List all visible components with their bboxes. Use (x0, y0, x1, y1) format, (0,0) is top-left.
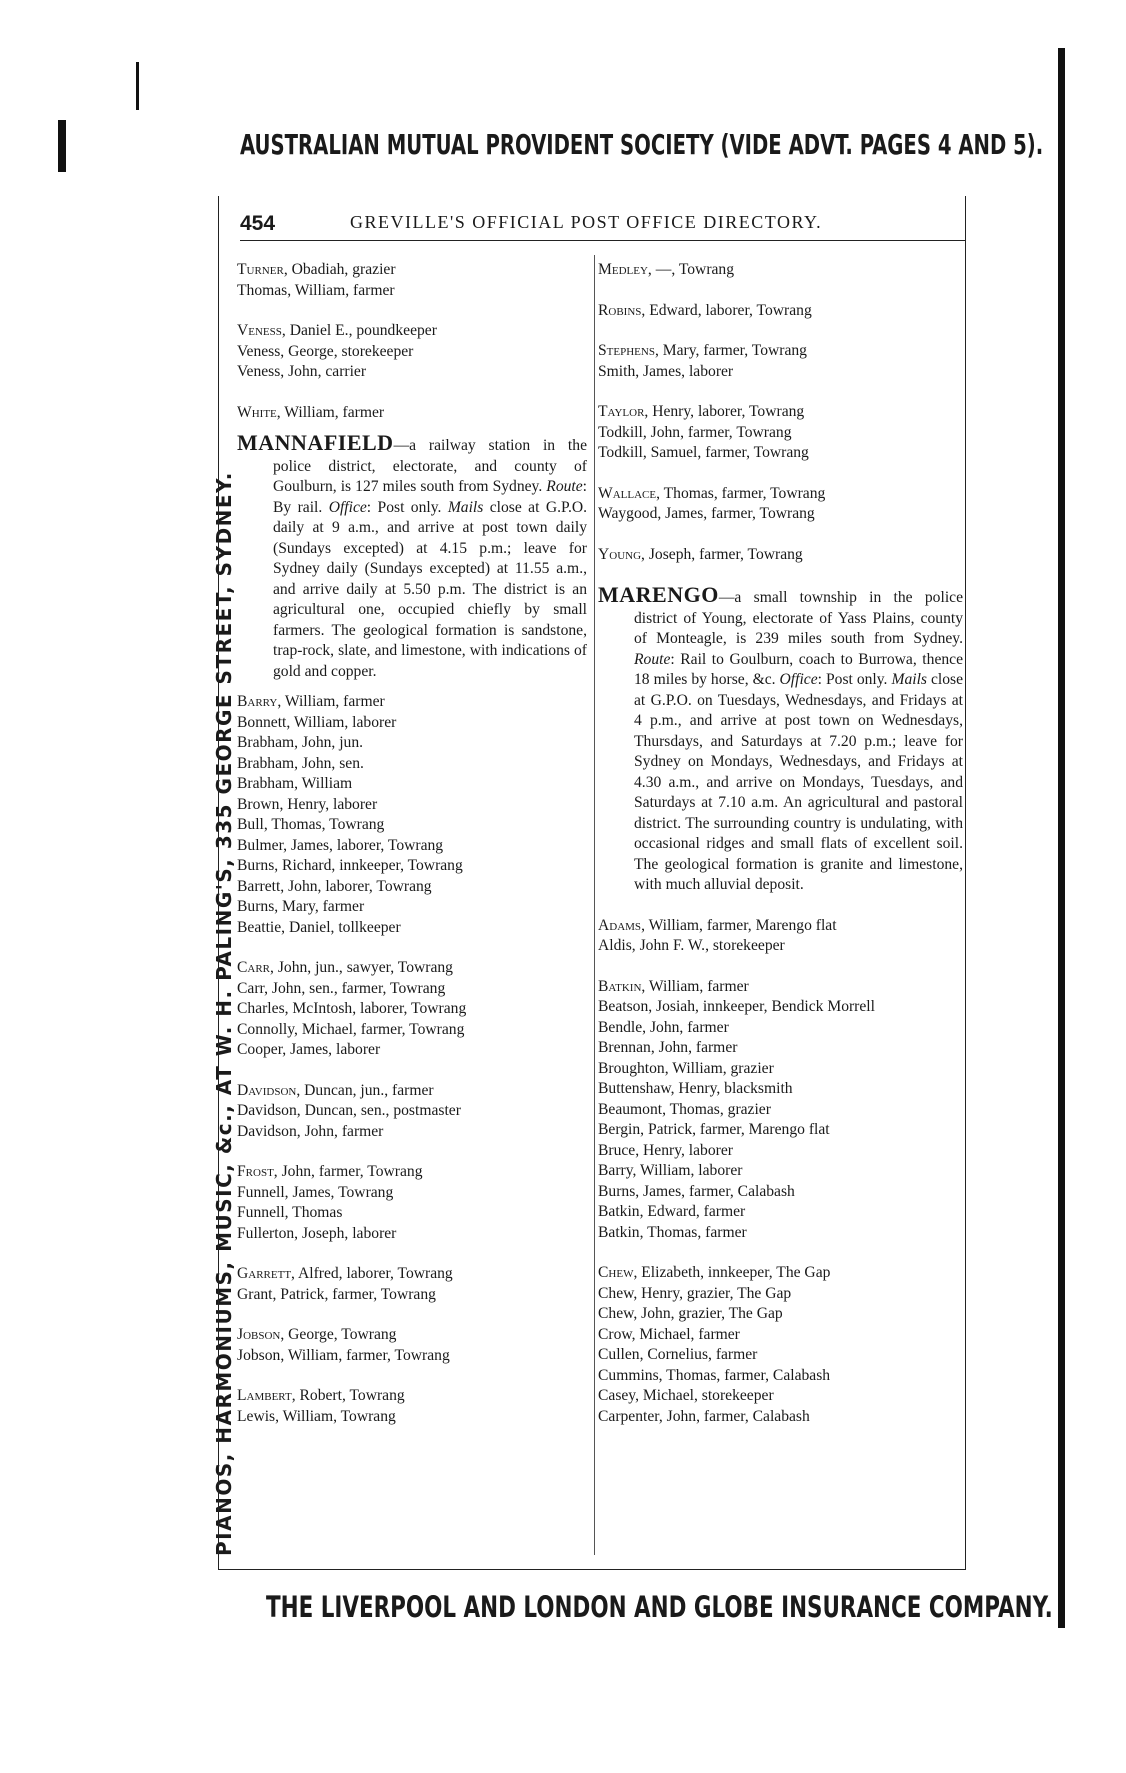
entry-text: , Joseph, farmer, Towrang (641, 545, 803, 563)
directory-entry (237, 1407, 587, 1428)
entry-group-b (598, 977, 963, 1244)
entry-text: , William, farmer, Marengo flat (641, 916, 837, 934)
left-column (237, 260, 587, 1427)
directory-entry (598, 1059, 963, 1080)
entry-group-medley (598, 260, 963, 281)
entry-text: Bruce, Henry, laborer (598, 1141, 733, 1159)
entry-text: Chew, Henry, grazier, The Gap (598, 1284, 792, 1302)
directory-entry (237, 897, 587, 918)
route-label: Route (546, 478, 583, 495)
bottom-advert-banner: THE LIVERPOOL AND LONDON AND GLOBE INSURANCE COMPANY. (266, 1590, 1053, 1624)
entry-text: Bull, Thomas, Towrang (237, 816, 385, 833)
entry-text: Cullen, Cornelius, farmer (598, 1346, 758, 1363)
office-label: Office (328, 498, 367, 516)
directory-entry (598, 423, 963, 444)
directory-entry (598, 260, 963, 281)
entry-text: Davidson, Duncan, sen., postmaster (237, 1102, 461, 1119)
entry-text: Casey, Michael, storekeeper (598, 1387, 774, 1404)
entry-text: Burns, James, farmer, Calabash (598, 1182, 795, 1200)
entry-text: , Elizabeth, innkeeper, The Gap (633, 1264, 831, 1281)
place-name: MANNAFIELD (237, 430, 394, 455)
office-text: : Post only. (366, 498, 442, 516)
directory-entry (237, 1285, 587, 1306)
route-label: Route (634, 650, 671, 668)
directory-entry (237, 281, 587, 302)
entry-surname: Robins (598, 301, 642, 319)
route-text: : By rail. (273, 478, 588, 516)
directory-entry (237, 1040, 587, 1061)
entry-surname: Taylor (598, 403, 645, 420)
directory-entry (598, 1304, 963, 1325)
directory-entry (237, 754, 587, 775)
place-description-marengo (598, 582, 964, 896)
directory-entry (237, 1122, 587, 1143)
directory-entry (598, 1366, 963, 1387)
entry-text: , William, farmer (641, 977, 749, 995)
entry-text: , John, jun., sawyer, Towrang (270, 959, 453, 976)
top-advert-banner: AUSTRALIAN MUTUAL PROVIDENT SOCIETY (VIDE ADVT. PAGES 4 AND 5). (240, 128, 1044, 161)
entry-surname: Barry (237, 693, 278, 710)
entry-group-turner (237, 260, 587, 301)
entry-text: Beattie, Daniel, tollkeeper (237, 918, 401, 936)
directory-entry (598, 301, 963, 322)
page-frame-right (965, 196, 966, 1569)
entry-text: Bulmer, James, laborer, Towrang (237, 836, 444, 854)
entry-text: , Mary, farmer, Towrang (654, 342, 807, 359)
directory-entry (237, 815, 587, 836)
entry-text: Brennan, John, farmer (598, 1039, 738, 1056)
entry-text: Connolly, Michael, farmer, Towrang (237, 1020, 465, 1038)
entry-text: , George, Towrang (280, 1326, 397, 1343)
entry-text: , Obadiah, grazier (283, 261, 396, 278)
entry-text: Buttenshaw, Henry, blacksmith (598, 1080, 793, 1097)
entry-text: Charles, McIntosh, laborer, Towrang (237, 1000, 467, 1017)
entry-text: Funnell, Thomas (237, 1204, 343, 1221)
entry-text: Brabham, John, jun. (237, 734, 364, 751)
directory-entry (598, 402, 963, 423)
place-name: MARENGO (598, 582, 719, 607)
directory-entry (237, 795, 587, 816)
entry-text: Todkill, Samuel, farmer, Towrang (598, 444, 809, 461)
directory-entry (237, 979, 587, 1000)
directory-entry (237, 260, 587, 281)
entry-text: Veness, George, storekeeper (237, 342, 414, 360)
entry-text: Brabham, William (237, 775, 353, 792)
office-label: Office (779, 671, 818, 688)
directory-entry (237, 999, 587, 1020)
entry-text: , Henry, laborer, Towrang (644, 403, 805, 420)
entry-text: Carpenter, John, farmer, Calabash (598, 1407, 810, 1425)
directory-entry (598, 1141, 963, 1162)
directory-entry (237, 321, 587, 342)
entry-surname: Carr (237, 959, 271, 976)
entry-text: Brown, Henry, laborer (237, 795, 378, 813)
directory-entry (598, 1079, 963, 1100)
entry-surname: Jobson (237, 1326, 281, 1343)
entry-group-c (598, 1263, 963, 1427)
entry-surname: Adams (598, 916, 642, 934)
entry-text: Burns, Mary, farmer (237, 898, 365, 915)
entry-text: Waygood, James, farmer, Towrang (598, 505, 815, 522)
entry-text: Batkin, Thomas, farmer (598, 1223, 747, 1241)
entry-text: Barry, William, laborer (598, 1162, 743, 1179)
directory-entry (598, 1284, 963, 1305)
directory-entry (237, 1020, 587, 1041)
entry-text: Beatson, Josiah, innkeeper, Bendick Morrell (598, 998, 875, 1015)
entry-text: , John, farmer, Towrang (273, 1163, 423, 1180)
entry-surname: Chew (598, 1264, 634, 1281)
directory-entry (237, 918, 587, 939)
entry-group-t (598, 402, 963, 464)
mails-label: Mails (447, 498, 484, 516)
directory-entry (598, 341, 963, 362)
entry-group-d (237, 1081, 587, 1143)
directory-entry (598, 997, 963, 1018)
entry-text: Crow, Michael, farmer (598, 1325, 740, 1343)
entry-group-veness (237, 321, 587, 383)
entry-text: Cummins, Thomas, farmer, Calabash (598, 1366, 831, 1384)
directory-entry (598, 1120, 963, 1141)
entry-text: Fullerton, Joseph, laborer (237, 1224, 397, 1242)
scan-edge-mark-top (136, 62, 139, 110)
entry-group-white (237, 403, 587, 424)
scan-edge-mark-right (1058, 48, 1065, 1628)
directory-entry (598, 1182, 963, 1203)
directory-entry (237, 342, 587, 363)
entry-surname: White (237, 403, 277, 421)
entry-group-f (237, 1162, 587, 1244)
entry-text: , Daniel E., poundkeeper (281, 322, 437, 339)
directory-entry (237, 1101, 587, 1122)
directory-entry (598, 1386, 963, 1407)
entry-group-s (598, 341, 963, 382)
office-text: : Post only. (817, 671, 888, 688)
entry-group-l (237, 1386, 587, 1427)
entry-text: Barrett, John, laborer, Towrang (237, 877, 432, 895)
entry-surname: Turner (237, 261, 284, 278)
description-text: close at G.P.O. daily at 9 a.m., and arrive at post town daily (Sundays excepted) at 4.15 p.m.; leave for Sydney daily (Sundays excepted) at 11.55 a.m., and arrive daily at 5.50 p.m. The district is an agricultural one, occupied chiefly by small farmers. The geological formation is sandstone, trap-rock, slate, and limestone, with indications of gold and copper. (273, 498, 587, 680)
entry-text: Thomas, William, farmer (237, 281, 395, 299)
entry-group-a (598, 916, 963, 957)
directory-entry (598, 1100, 963, 1121)
directory-entry (598, 484, 963, 505)
directory-entry (237, 713, 587, 734)
side-advert-banner: PIANOS, HARMONIUMS, MUSIC, &c., AT W. H. PALING'S, 335 GEORGE STREET, SYDNEY. (212, 471, 236, 1556)
page-header (240, 208, 965, 241)
entry-text: , Alfred, laborer, Towrang (291, 1265, 453, 1282)
directory-entry (598, 1223, 963, 1244)
directory-entry (237, 958, 587, 979)
entry-text: Beaumont, Thomas, grazier (598, 1100, 771, 1118)
entry-text: Funnell, James, Towrang (237, 1183, 394, 1201)
entry-text: , —, Towrang (647, 261, 735, 278)
scan-edge-mark-left (58, 120, 66, 172)
entry-group-robins (598, 301, 963, 322)
entry-text: Chew, John, grazier, The Gap (598, 1305, 783, 1322)
directory-entry (598, 977, 963, 998)
right-column (598, 260, 963, 1427)
directory-entry (237, 774, 587, 795)
directory-entry (598, 545, 963, 566)
directory-entry (237, 856, 587, 877)
directory-entry (237, 836, 587, 857)
entry-text: , William, farmer (276, 403, 385, 421)
entry-text: Bergin, Patrick, farmer, Marengo flat (598, 1121, 830, 1138)
directory-entry (237, 362, 587, 383)
directory-entry (598, 1263, 963, 1284)
directory-entry (237, 1162, 587, 1183)
entry-surname: Young (598, 545, 642, 563)
entry-text: Smith, James, laborer (598, 362, 734, 380)
entry-group-g (237, 1264, 587, 1305)
entry-surname: Veness (237, 322, 282, 339)
place-description-mannafield (237, 430, 588, 682)
entry-surname: Stephens (598, 342, 655, 359)
entry-text: Bendle, John, farmer (598, 1018, 729, 1036)
directory-entry (598, 1407, 963, 1428)
entry-text: Grant, Patrick, farmer, Towrang (237, 1285, 436, 1303)
entry-text: , Thomas, farmer, Towrang (656, 484, 826, 502)
column-divider (594, 255, 595, 1555)
directory-entry (598, 443, 963, 464)
entry-group-w (598, 484, 963, 525)
entry-text: Batkin, Edward, farmer (598, 1203, 746, 1220)
description-text: —a small township in the police district of Young, electorate of Yass Plains, county of Monteagle, is 239 miles south from Sydney. (634, 589, 963, 647)
entry-text: Todkill, John, farmer, Towrang (598, 423, 792, 441)
route-text: : Rail to Goulburn, coach to Burrowa, thence 18 miles by horse, &c. (634, 650, 963, 688)
directory-entry (237, 1346, 587, 1367)
directory-entry (598, 936, 963, 957)
page-number: 454 (240, 212, 276, 235)
entry-text: Brabham, John, sen. (237, 754, 364, 772)
page-title: GREVILLE'S OFFICIAL POST OFFICE DIRECTORY. (350, 212, 823, 232)
entry-text: Broughton, William, grazier (598, 1059, 774, 1077)
directory-entry (237, 877, 587, 898)
directory-entry (598, 1202, 963, 1223)
directory-entry (237, 1081, 587, 1102)
entry-surname: Garrett (237, 1265, 292, 1282)
directory-entry (237, 733, 587, 754)
entry-group-y (598, 545, 963, 566)
directory-entry (598, 362, 963, 383)
entry-group-j (237, 1325, 587, 1366)
entry-surname: Lambert (237, 1387, 292, 1404)
entry-text: Bonnett, William, laborer (237, 713, 397, 731)
mails-label: Mails (891, 671, 927, 688)
entry-group-b (237, 692, 587, 938)
directory-entry (598, 1325, 963, 1346)
entry-surname: Wallace (598, 484, 657, 502)
directory-entry (598, 1038, 963, 1059)
entry-text: Jobson, William, farmer, Towrang (237, 1346, 450, 1364)
entry-text: , Duncan, jun., farmer (296, 1081, 434, 1099)
directory-entry (237, 1203, 587, 1224)
directory-entry (598, 1161, 963, 1182)
directory-entry (237, 1224, 587, 1245)
entry-text: Cooper, James, laborer (237, 1041, 381, 1058)
entry-text: Carr, John, sen., farmer, Towrang (237, 979, 446, 997)
entry-text: Lewis, William, Towrang (237, 1407, 396, 1425)
entry-text: , Edward, laborer, Towrang (641, 301, 812, 319)
directory-entry (237, 1386, 587, 1407)
entry-text: Davidson, John, farmer (237, 1122, 384, 1140)
directory-entry (598, 1345, 963, 1366)
entry-text: , William, farmer (277, 693, 385, 710)
directory-entry (598, 1018, 963, 1039)
description-text: —a railway station in the police district, electorate, and county of Goulburn, is 127 miles south from Sydney. (273, 437, 587, 495)
directory-entry (237, 1264, 587, 1285)
directory-entry (598, 504, 963, 525)
entry-text: Burns, Richard, innkeeper, Towrang (237, 857, 463, 874)
entry-surname: Davidson (237, 1081, 297, 1099)
entry-text: Veness, John, carrier (237, 363, 367, 380)
entry-surname: Batkin (598, 977, 642, 995)
directory-entry (237, 403, 587, 424)
entry-text: Aldis, John F. W., storekeeper (598, 937, 785, 954)
directory-entry (237, 692, 587, 713)
entry-text: , Robert, Towrang (291, 1387, 405, 1404)
entry-group-c (237, 958, 587, 1061)
directory-entry (237, 1183, 587, 1204)
directory-entry (598, 916, 963, 937)
directory-entry (237, 1325, 587, 1346)
description-text: close at G.P.O. on Tuesdays, Wednesdays, and Fridays at 4 p.m., and arrive at post town on Wednesdays, Thursdays, and Saturdays at 7.20 p.m.; leave for Sydney on Mondays, Wednesdays, and Fridays at 4.30 a.m., and arrive on Mondays, Tuesdays, and Saturdays at 7.10 a.m. An agricultural and pastoral district. The surrounding country is undulating, with occasional ridges and small flats of excellent soil. The geological formation is granite and limestone, with much alluvial deposit. (634, 671, 964, 893)
entry-surname: Medley (598, 261, 648, 278)
entry-surname: Frost (237, 1163, 274, 1180)
